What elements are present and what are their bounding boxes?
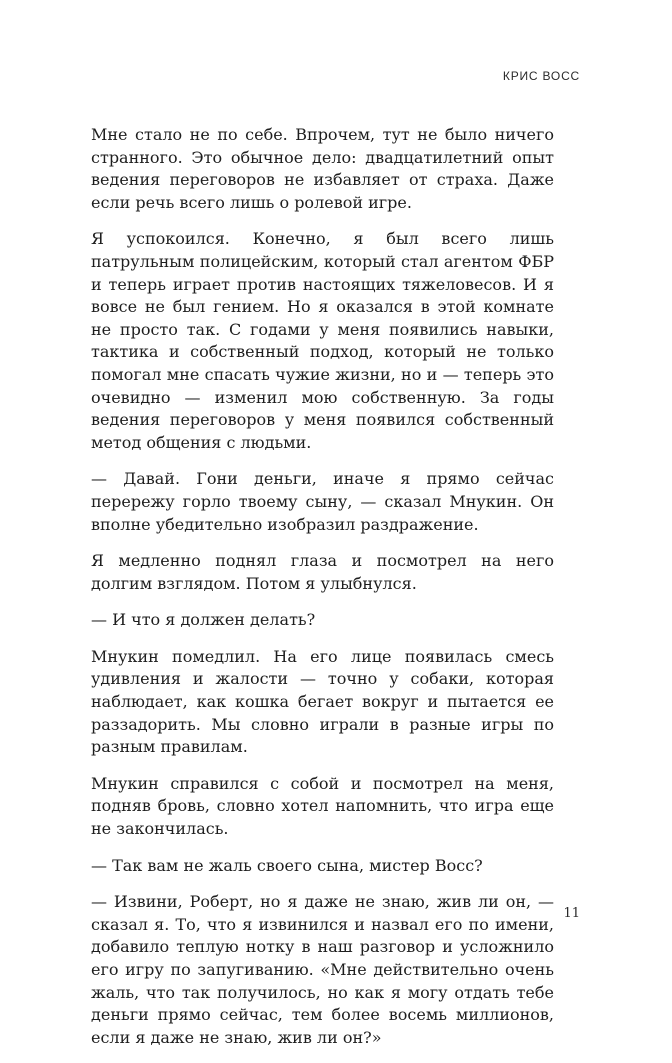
paragraph: Мнукин справился с собой и посмотрел на меня, подняв бровь, словно хотел напомнить, что игра еще не закончилась. [91, 773, 554, 839]
paragraph: Мнукин помедлил. На его лице появилась смесь удивления и жалости — точно у собаки, которая наблюдает, как кошка бегает вокруг и пытается ее раззадорить. Мы словно играли в разные игры по разным правилам. [91, 646, 554, 757]
paragraph: — И что я должен делать? [91, 610, 316, 630]
paragraph: — Давай. Гони деньги, иначе я прямо сейчас перережу горло твоему сыну, — сказал Мнукин. Он вполне убедительно изобразил раздражение. [91, 469, 554, 534]
paragraph: Я медленно поднял глаза и посмотрел на него долгим взглядом. Потом я улыбнулся. [91, 551, 554, 593]
running-head: КРИС ВОСС [502, 69, 580, 83]
page-number: 11 [563, 906, 580, 921]
paragraph: — Извини, Роберт, но я даже не знаю, жив ли он, — сказал я. То, что я извинился и назвал его по имени, добавило теплую нотку в наш разговор и усложнило его игру по запугиванию. «Мне действительно очень жаль, что так получилось, но как я могу отдать тебе деньги прямо сейчас, тем более восемь миллионов, если я даже не знаю, жив ли он?» [91, 892, 554, 1047]
paragraph: — Так вам не жаль своего сына, мистер Восс? [91, 855, 483, 875]
body-text [91, 124, 554, 1063]
paragraph: Я успокоился. Конечно, я был всего лишь патрульным полицейским, который стал агентом ФБР и теперь играет против настоящих тяжеловесов. И я вовсе не был гением. Но я оказался в этой комнате не просто так. С годами у меня появились навыки, тактика и собственный подход, который не только помогал мне спасать чужие жизни, но и — теперь это очевидно — изменил мою собственную. За годы ведения переговоров у меня появился собственный метод общения с людьми. [91, 229, 554, 452]
paragraph: Мне стало не по себе. Впрочем, тут не было ничего странного. Это обычное дело: двадцатилетний опыт ведения переговоров не избавляет от страха. Даже если речь всего лишь о ролевой игре. [91, 125, 554, 212]
